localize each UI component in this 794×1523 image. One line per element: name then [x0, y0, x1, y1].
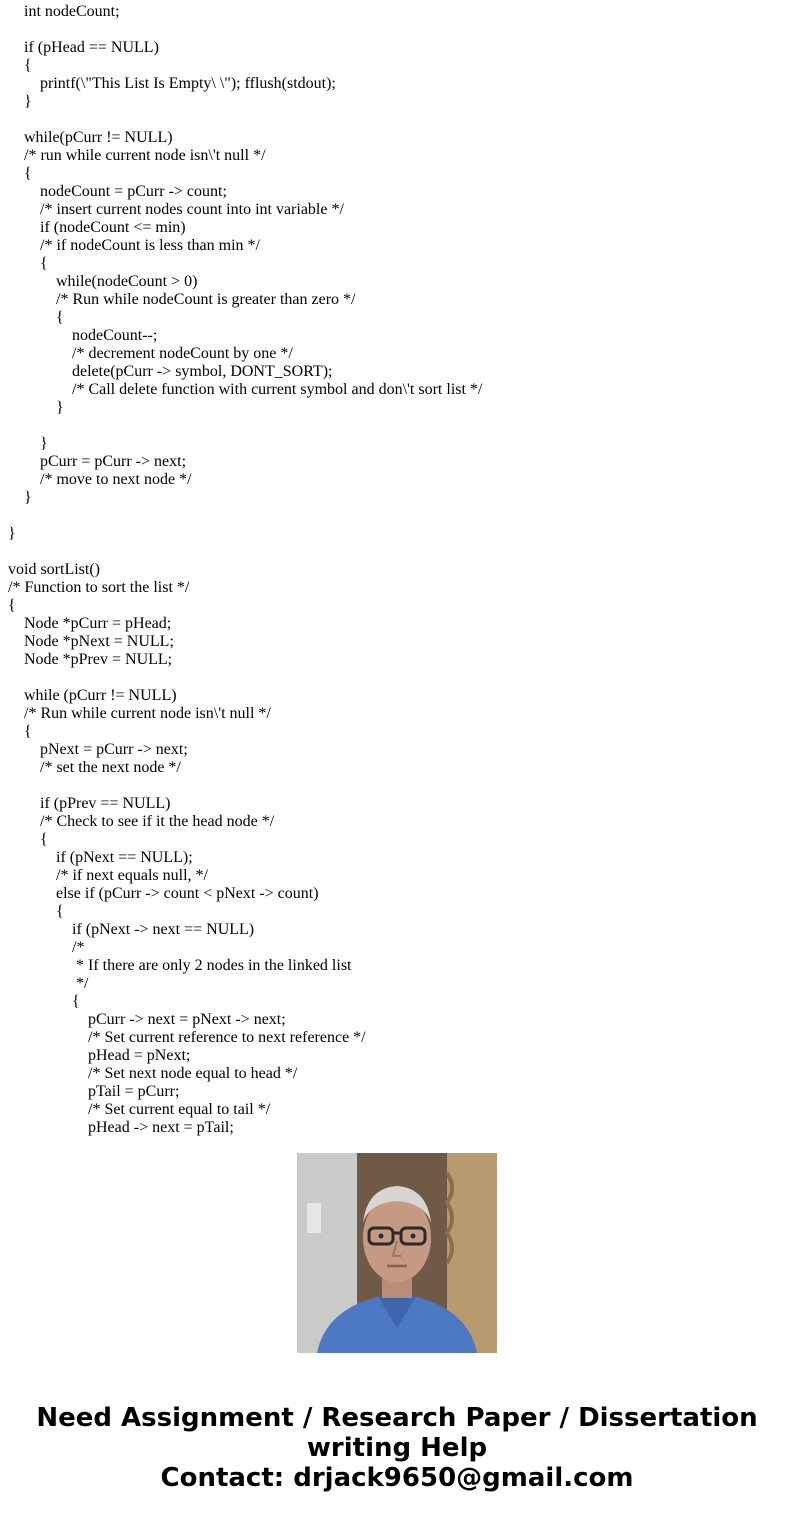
- code-line: printf(\"This List Is Empty\ \"); fflush(stdout);: [8, 75, 336, 92]
- contact-banner: [0, 1403, 794, 1493]
- code-line: delete(pCurr -> symbol, DONT_SORT);: [8, 363, 333, 380]
- code-line: {: [8, 165, 32, 182]
- code-line: [8, 543, 788, 561]
- code-line: /* set the next node */: [8, 759, 181, 776]
- code-line: [8, 21, 788, 39]
- code-line: /* if next equals null, */: [8, 867, 208, 884]
- code-line: * If there are only 2 nodes in the linked list: [8, 957, 352, 974]
- code-line: Node *pNext = NULL;: [8, 633, 174, 650]
- code-line: /* Run while current node isn\'t null */: [8, 705, 271, 722]
- code-line: [8, 669, 788, 687]
- code-line: */: [8, 975, 89, 992]
- code-line: /* Set current reference to next reference */: [8, 1029, 366, 1046]
- code-line: while(pCurr != NULL): [8, 129, 173, 146]
- code-line: /* Function to sort the list */: [8, 579, 190, 596]
- code-line: if (pHead == NULL): [8, 39, 159, 56]
- code-line: void sortList(): [8, 561, 100, 578]
- code-line: }: [8, 525, 16, 542]
- code-line: if (pNext == NULL);: [8, 849, 193, 866]
- code-line: if (pNext -> next == NULL): [8, 921, 255, 938]
- code-line: pHead = pNext;: [8, 1047, 191, 1064]
- code-line: {: [8, 597, 16, 614]
- code-line: }: [8, 399, 64, 416]
- author-avatar: [297, 1153, 497, 1353]
- code-line: /* decrement nodeCount by one */: [8, 345, 293, 362]
- code-line: {: [8, 903, 64, 920]
- promo-line-1: Need Assignment / Research Paper / Dissertation: [36, 1403, 758, 1433]
- code-line: pTail = pCurr;: [8, 1083, 180, 1100]
- code-line: pNext = pCurr -> next;: [8, 741, 188, 758]
- code-line: /* insert current nodes count into int variable */: [8, 201, 344, 218]
- code-line: /* Set next node equal to head */: [8, 1065, 298, 1082]
- code-listing: [8, 3, 788, 1136]
- code-line: [8, 507, 788, 525]
- code-line: [8, 777, 788, 795]
- code-line: /* Set current equal to tail */: [8, 1101, 271, 1118]
- code-line: nodeCount = pCurr -> count;: [8, 183, 227, 200]
- code-line: pCurr -> next = pNext -> next;: [8, 1011, 286, 1028]
- code-line: [8, 417, 788, 435]
- code-line: /* move to next node */: [8, 471, 192, 488]
- code-line: }: [8, 435, 48, 452]
- code-line: /* run while current node isn\'t null */: [8, 147, 266, 164]
- code-line: }: [8, 489, 32, 506]
- code-line: {: [8, 57, 32, 74]
- code-line: if (pPrev == NULL): [8, 795, 171, 812]
- code-line: while(nodeCount > 0): [8, 273, 198, 290]
- code-line: {: [8, 831, 48, 848]
- code-line: while (pCurr != NULL): [8, 687, 177, 704]
- code-line: int nodeCount;: [8, 3, 120, 20]
- code-line: /* Run while nodeCount is greater than zero */: [8, 291, 356, 308]
- code-line: {: [8, 993, 80, 1010]
- code-line: }: [8, 93, 32, 110]
- code-line: nodeCount--;: [8, 327, 158, 344]
- code-line: if (nodeCount <= min): [8, 219, 186, 236]
- code-line: /* if nodeCount is less than min */: [8, 237, 260, 254]
- code-line: pHead -> next = pTail;: [8, 1119, 234, 1136]
- promo-line-3: Contact: drjack9650@gmail.com: [160, 1463, 634, 1493]
- code-line: /* Check to see if it the head node */: [8, 813, 275, 830]
- code-line: else if (pCurr -> count < pNext -> count): [8, 885, 319, 902]
- code-line: {: [8, 309, 64, 326]
- code-line: pCurr = pCurr -> next;: [8, 453, 187, 470]
- code-line: [8, 111, 788, 129]
- code-line: Node *pCurr = pHead;: [8, 615, 172, 632]
- code-line: {: [8, 255, 48, 272]
- code-line: /*: [8, 939, 85, 956]
- code-line: {: [8, 723, 32, 740]
- promo-line-2: writing Help: [306, 1433, 488, 1463]
- code-line: /* Call delete function with current symbol and don\'t sort list */: [8, 381, 483, 398]
- code-line: Node *pPrev = NULL;: [8, 651, 173, 668]
